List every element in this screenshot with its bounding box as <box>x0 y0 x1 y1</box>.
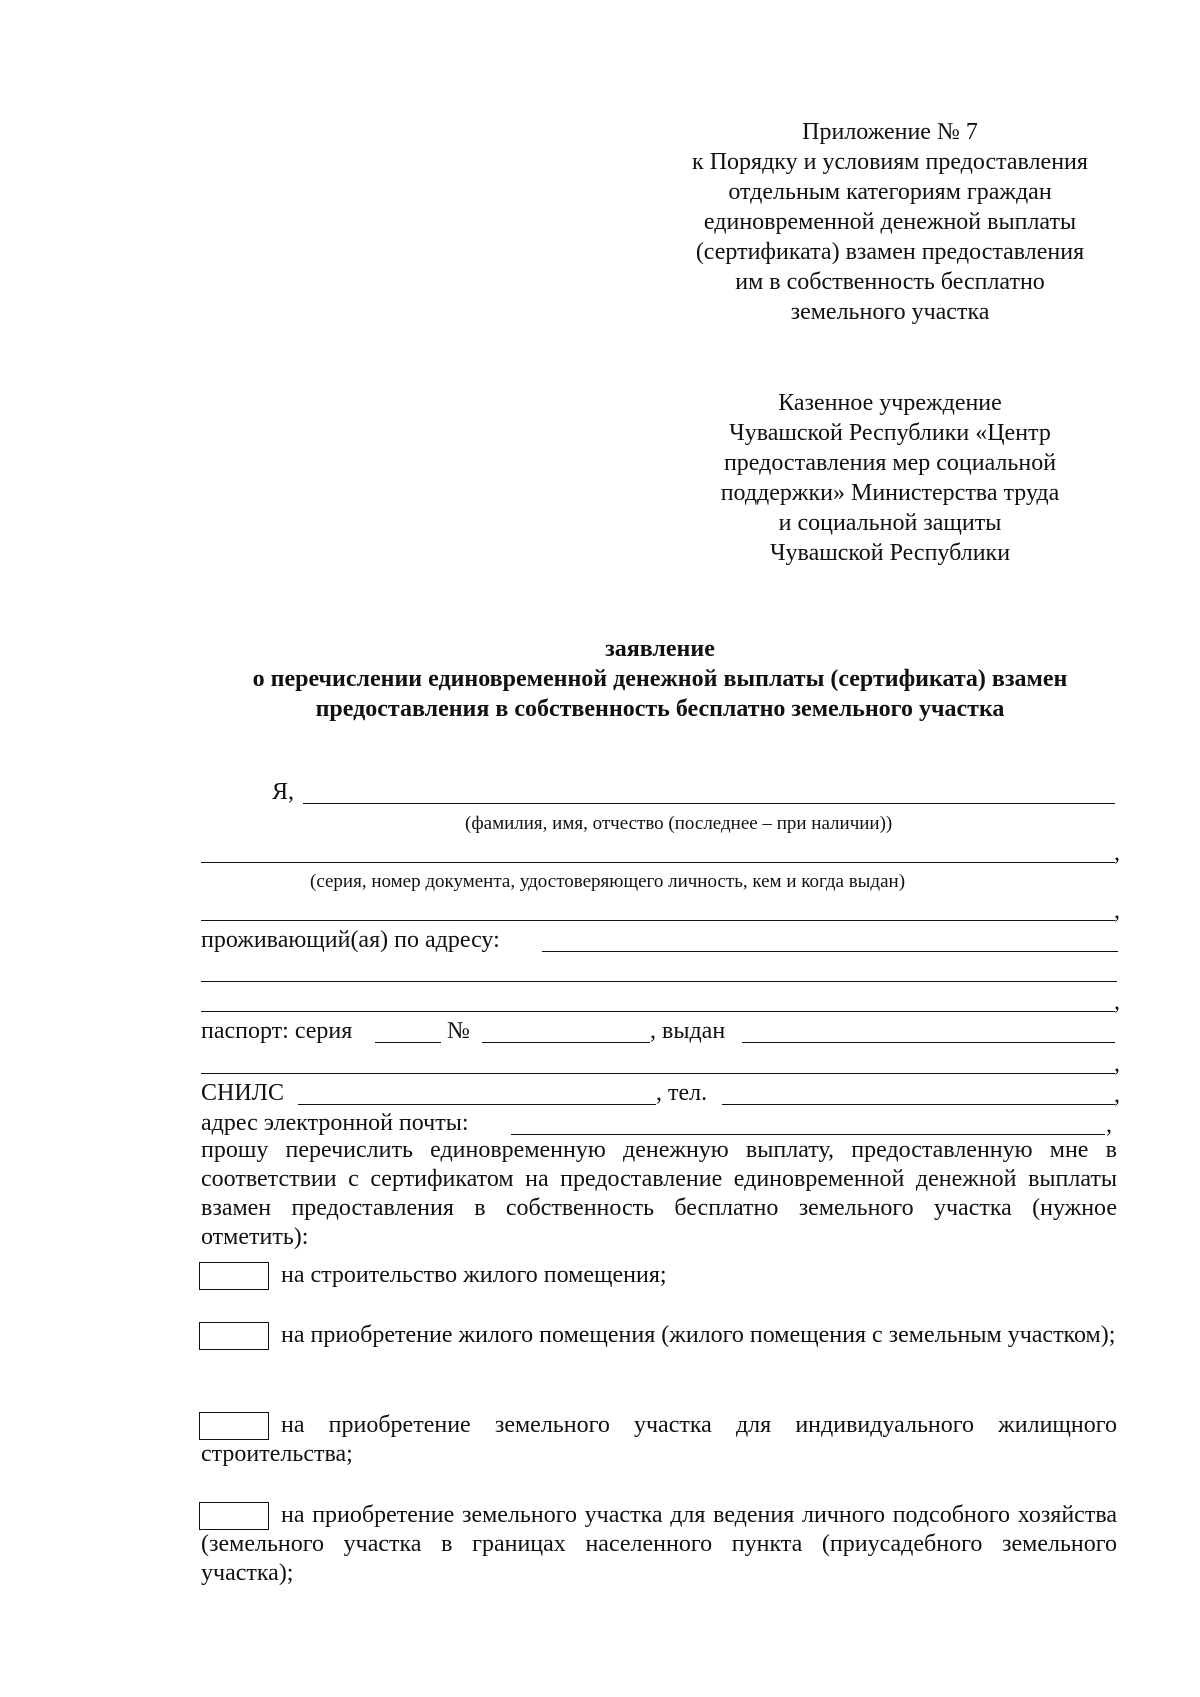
appendix-line: им в собственность бесплатно <box>735 269 1045 295</box>
snils-field[interactable] <box>298 1104 656 1105</box>
comma: , <box>1106 1112 1112 1138</box>
number-sign: № <box>447 1018 470 1044</box>
tel-field[interactable] <box>722 1104 1115 1105</box>
i-label: Я, <box>272 779 295 805</box>
appendix-block <box>660 117 1120 327</box>
recipient-line: Чувашской Республики <box>769 540 1011 566</box>
address-label: проживающий(ая) по адресу: <box>201 927 500 953</box>
issued-label: , выдан <box>650 1018 726 1044</box>
address-field[interactable] <box>542 951 1118 952</box>
email-field[interactable] <box>511 1134 1105 1135</box>
recipient-line: и социальной защиты <box>778 510 1002 536</box>
document-field-2[interactable] <box>201 920 1115 921</box>
fio-caption: (фамилия, имя, отчество (последнее – при наличии)) <box>465 813 893 834</box>
option-label: на приобретение жилого помещения (жилого помещения с земельным участком); <box>281 1322 1116 1348</box>
passport-issued-field-2[interactable] <box>201 1073 1115 1074</box>
option-label: на строительство жилого помещения; <box>281 1262 667 1288</box>
appendix-line: (сертификата) взамен предоставления <box>695 239 1085 265</box>
passport-issued-field[interactable] <box>742 1042 1115 1043</box>
request-paragraph: прошу перечислить единовременную денежную выплату, предоставленную мне в соответствии с сертификатом на предоставление единовременной денежной выплаты взамен предоставления в собственность бесплатно земельного участка (нужное отметить): <box>201 1137 1117 1250</box>
document-field[interactable] <box>201 862 1115 863</box>
title-line-2: о перечислении единовременной денежной выплаты (сертификата) взамен <box>252 666 1068 692</box>
appendix-line: к Порядку и условиям предоставления <box>692 149 1088 175</box>
comma: , <box>1114 840 1120 866</box>
appendix-line: Приложение № 7 <box>802 119 978 145</box>
appendix-line: единовременной денежной выплаты <box>703 209 1077 235</box>
document-caption: (серия, номер документа, удостоверяющего личность, кем и когда выдан) <box>310 871 906 892</box>
recipient-line: Казенное учреждение <box>778 390 1002 416</box>
option-label: на приобретение земельного участка для ведения личного подсобного хозяйства (земельного участка в границах населенного пункта (приусадебного земельного участка); <box>201 1502 1117 1586</box>
tel-label: , тел. <box>656 1080 708 1106</box>
option-label: на приобретение земельного участка для индивидуального жилищного строительства; <box>201 1412 1117 1467</box>
title-line-1: заявление <box>605 636 715 662</box>
fio-field[interactable] <box>303 803 1115 804</box>
comma: , <box>1114 1051 1120 1077</box>
comma: , <box>1114 898 1120 924</box>
recipient-line: поддержки» Министерства труда <box>720 480 1060 506</box>
option-land-lph <box>201 1501 1117 1588</box>
option-construction <box>201 1261 1117 1290</box>
title-line-3: предоставления в собственность бесплатно земельного участка <box>315 696 1005 722</box>
recipient-block <box>660 388 1120 568</box>
comma: , <box>1114 1082 1120 1108</box>
passport-number-field[interactable] <box>482 1042 650 1043</box>
appendix-line: отдельным категориям граждан <box>728 179 1052 205</box>
email-label: адрес электронной почты: <box>201 1110 469 1136</box>
snils-label: СНИЛС <box>201 1080 284 1106</box>
comma: , <box>1114 989 1120 1015</box>
appendix-line: земельного участка <box>790 299 990 325</box>
option-housing <box>201 1321 1117 1350</box>
recipient-line: предоставления мер социальной <box>723 450 1057 476</box>
address-field-3[interactable] <box>201 1011 1115 1012</box>
document-title <box>190 634 1130 724</box>
passport-label: паспорт: серия <box>201 1018 353 1044</box>
option-land-izhs <box>201 1411 1117 1469</box>
passport-series-field[interactable] <box>375 1042 441 1043</box>
address-field-2[interactable] <box>201 981 1117 982</box>
recipient-line: Чувашской Республики «Центр <box>729 420 1051 446</box>
